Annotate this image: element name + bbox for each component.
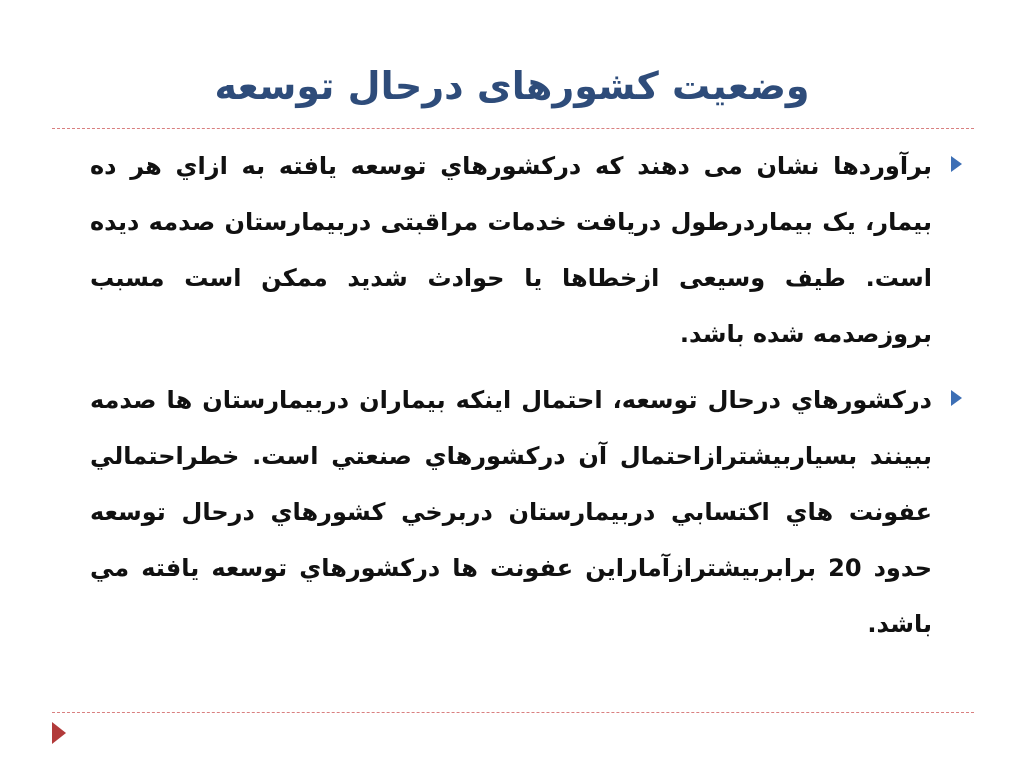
slide-title: وضعیت کشورهای درحال توسعه — [214, 64, 810, 108]
footer-divider — [52, 712, 974, 713]
bullet-item — [90, 138, 932, 362]
bullet-text: درکشورهاي درحال توسعه، احتمال اينکه بيماران دربيمارستان ها صدمه ببينند بسياربيشترازاحتمال آن درکشورهاي صنعتي است. خطراحتمالي عفونت هاي اکتسابي دربيمارستان دربرخي کشورهاي درحال توسعه حدود 20 برابربيشترازآماراين عفونت ها درکشورهاي توسعه يافته مي باشد. — [90, 386, 932, 638]
slide-body — [90, 138, 970, 662]
bullet-item — [90, 372, 932, 652]
footer-arrow-icon[interactable] — [52, 722, 66, 744]
bullet-text: برآوردها نشان می دهند که درکشورهاي توسعه يافته به ازاي هر ده بيمار، يک بيماردرطول دريافت خدمات مراقبتی دربیمارستان صدمه ديده است. طیف وسيعی ازخطاها يا حوادث شديد ممکن است مسبب بروزصدمه شده باشد. — [90, 152, 932, 348]
title-divider — [52, 128, 974, 129]
bullet-triangle-icon — [951, 390, 962, 406]
bullet-triangle-icon — [951, 156, 962, 172]
